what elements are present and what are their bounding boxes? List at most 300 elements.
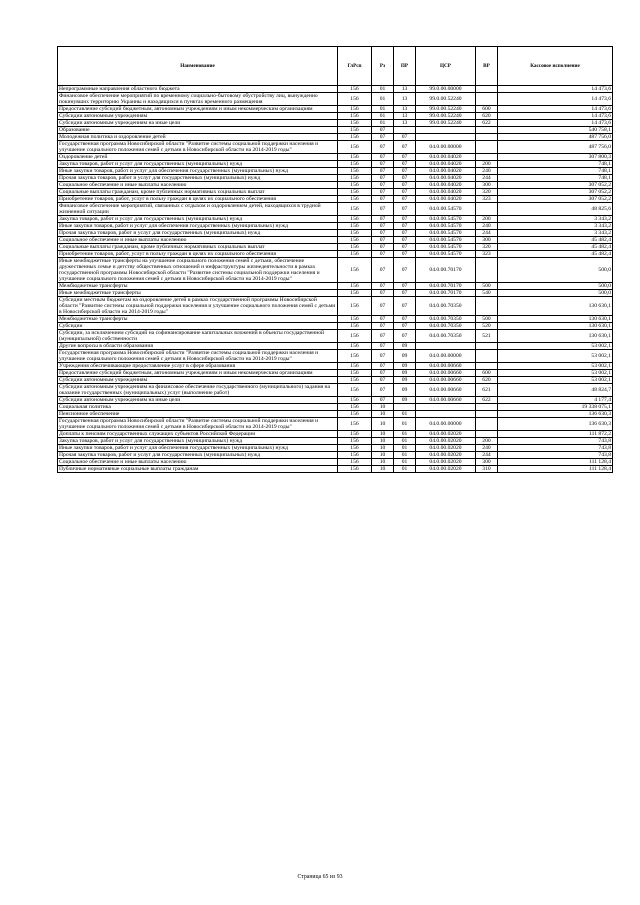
budget-table-sheet bbox=[57, 46, 612, 473]
cell-csr: 04.0.00.70350 bbox=[416, 330, 476, 343]
cell-name: Иные закупки товаров, работ и услуг для обеспечения государственных (муниципальных) нужд bbox=[58, 445, 338, 452]
cell-amount: 19 338 075,1 bbox=[498, 404, 613, 411]
cell-name: Закупка товаров, работ и услуг для государственных (муниципальных) нужд bbox=[58, 216, 338, 223]
cell-glrsp: 156 bbox=[338, 404, 372, 411]
cell-rz: 01 bbox=[372, 106, 394, 113]
cell-rz: 07 bbox=[372, 216, 394, 223]
table-row bbox=[58, 106, 613, 113]
cell-pr: 01 bbox=[394, 438, 416, 445]
cell-vr bbox=[476, 297, 498, 316]
cell-glrsp: 156 bbox=[338, 134, 372, 141]
cell-pr: 09 bbox=[394, 363, 416, 370]
cell-amount: 45 482,4 bbox=[498, 251, 613, 258]
cell-rz: 07 bbox=[372, 370, 394, 377]
cell-rz: 07 bbox=[372, 258, 394, 283]
cell-amount: 500,0 bbox=[498, 258, 613, 283]
cell-amount: 487 756,0 bbox=[498, 134, 613, 141]
cell-vr: 620 bbox=[476, 377, 498, 384]
cell-rz: 07 bbox=[372, 141, 394, 154]
cell-pr: 07 bbox=[394, 141, 416, 154]
cell-pr: 07 bbox=[394, 223, 416, 230]
cell-amount: 487 756,0 bbox=[498, 141, 613, 154]
table-row bbox=[58, 459, 613, 466]
header-glrsp: ГлРсп bbox=[338, 47, 372, 86]
cell-amount: 53 002,1 bbox=[498, 343, 613, 350]
table-row bbox=[58, 431, 613, 438]
cell-csr bbox=[416, 127, 476, 134]
cell-name: Иные закупки товаров, работ и услуг для обеспечения государственных (муниципальных) нужд bbox=[58, 223, 338, 230]
cell-vr: 300 bbox=[476, 237, 498, 244]
cell-amount: 45 482,4 bbox=[498, 244, 613, 251]
table-row bbox=[58, 330, 613, 343]
cell-glrsp: 156 bbox=[338, 363, 372, 370]
cell-name: Приобретение товаров, работ, услуг в пользу граждан в целях их социального обеспечения bbox=[58, 196, 338, 203]
table-row bbox=[58, 316, 613, 323]
table-row bbox=[58, 445, 613, 452]
cell-vr: 240 bbox=[476, 445, 498, 452]
cell-name: Межбюджетные трансферты bbox=[58, 283, 338, 290]
cell-name: Субсидии местным бюджетам на оздоровление детей в рамках государственной программы Новосибирской области "Развитие системы социальной поддержки населения и улучшение социального положения семей с детьми в Новосибирской области на 2014-2019 годы" bbox=[58, 297, 338, 316]
cell-vr bbox=[476, 404, 498, 411]
cell-vr bbox=[476, 343, 498, 350]
cell-rz: 07 bbox=[372, 237, 394, 244]
cell-glrsp: 156 bbox=[338, 237, 372, 244]
cell-csr: 04.0.00.02020 bbox=[416, 445, 476, 452]
cell-amount: 14 473,6 bbox=[498, 113, 613, 120]
cell-glrsp: 156 bbox=[338, 175, 372, 182]
cell-vr bbox=[476, 141, 498, 154]
cell-amount: 14 473,6 bbox=[498, 106, 613, 113]
cell-rz: 07 bbox=[372, 323, 394, 330]
cell-vr: 200 bbox=[476, 216, 498, 223]
cell-glrsp: 156 bbox=[338, 397, 372, 404]
cell-name: Финансовое обеспечение мероприятий по временному социально-бытовому обустройству лиц, вынужденно покинувших территорию Украины и находящихся в пунктах временного размещения bbox=[58, 93, 338, 106]
cell-glrsp: 156 bbox=[338, 182, 372, 189]
cell-pr: 01 bbox=[394, 445, 416, 452]
cell-amount: 111 128,4 bbox=[498, 459, 613, 466]
cell-rz: 01 bbox=[372, 93, 394, 106]
cell-vr bbox=[476, 363, 498, 370]
cell-vr bbox=[476, 350, 498, 363]
cell-name: Субсидии автономным учреждениям на иные цели bbox=[58, 397, 338, 404]
cell-glrsp: 156 bbox=[338, 283, 372, 290]
cell-csr: 04.0.00.04020 bbox=[416, 161, 476, 168]
cell-rz: 07 bbox=[372, 316, 394, 323]
budget-table bbox=[57, 46, 613, 473]
cell-amount: 540 758,1 bbox=[498, 127, 613, 134]
table-body bbox=[58, 86, 613, 473]
cell-csr: 04.0.00.04020 bbox=[416, 175, 476, 182]
cell-glrsp: 156 bbox=[338, 316, 372, 323]
cell-csr: 99.0.00.52240 bbox=[416, 93, 476, 106]
cell-glrsp: 156 bbox=[338, 370, 372, 377]
cell-amount: 130 630,1 bbox=[498, 323, 613, 330]
cell-rz: 10 bbox=[372, 438, 394, 445]
cell-pr: 01 bbox=[394, 411, 416, 418]
cell-rz: 07 bbox=[372, 127, 394, 134]
cell-vr: 200 bbox=[476, 438, 498, 445]
cell-csr: 99.0.00.52240 bbox=[416, 106, 476, 113]
cell-glrsp: 156 bbox=[338, 93, 372, 106]
cell-rz: 07 bbox=[372, 223, 394, 230]
cell-glrsp: 156 bbox=[338, 323, 372, 330]
cell-rz: 07 bbox=[372, 230, 394, 237]
cell-pr: 07 bbox=[394, 154, 416, 161]
table-row bbox=[58, 168, 613, 175]
cell-glrsp: 156 bbox=[338, 384, 372, 397]
cell-pr: 01 bbox=[394, 431, 416, 438]
table-row bbox=[58, 203, 613, 216]
cell-amount: 111 128,4 bbox=[498, 466, 613, 473]
cell-amount: 14 473,6 bbox=[498, 93, 613, 106]
cell-rz: 07 bbox=[372, 330, 394, 343]
cell-glrsp: 156 bbox=[338, 290, 372, 297]
cell-glrsp: 156 bbox=[338, 445, 372, 452]
cell-pr: 07 bbox=[394, 297, 416, 316]
cell-csr: 04.0.00.00660 bbox=[416, 363, 476, 370]
cell-csr: 04.0.00.00000 bbox=[416, 418, 476, 431]
cell-rz: 10 bbox=[372, 411, 394, 418]
cell-csr: 04.0.00.54570 bbox=[416, 237, 476, 244]
cell-csr: 04.0.00.02020 bbox=[416, 452, 476, 459]
cell-pr bbox=[394, 404, 416, 411]
cell-vr: 320 bbox=[476, 189, 498, 196]
cell-amount: 748,1 bbox=[498, 168, 613, 175]
cell-csr: 04.0.00.54570 bbox=[416, 216, 476, 223]
cell-amount: 136 630,3 bbox=[498, 411, 613, 418]
cell-name: Социальное обеспечение и иные выплаты населению bbox=[58, 237, 338, 244]
cell-amount: 53 002,1 bbox=[498, 363, 613, 370]
cell-vr: 300 bbox=[476, 182, 498, 189]
cell-name: Иные закупки товаров, работ и услуг для обеспечения государственных (муниципальных) нужд bbox=[58, 168, 338, 175]
table-row bbox=[58, 189, 613, 196]
cell-glrsp: 156 bbox=[338, 141, 372, 154]
table-row bbox=[58, 161, 613, 168]
cell-rz: 07 bbox=[372, 251, 394, 258]
table-row bbox=[58, 404, 613, 411]
cell-rz: 07 bbox=[372, 175, 394, 182]
cell-glrsp: 156 bbox=[338, 106, 372, 113]
cell-name: Социальная политика bbox=[58, 404, 338, 411]
cell-rz: 07 bbox=[372, 189, 394, 196]
cell-pr: 09 bbox=[394, 370, 416, 377]
cell-name: Молодежная политика и оздоровление детей bbox=[58, 134, 338, 141]
cell-glrsp: 156 bbox=[338, 330, 372, 343]
header-csr: ЦСР bbox=[416, 47, 476, 86]
cell-name: Субсидии автономным учреждениям bbox=[58, 113, 338, 120]
cell-amount: 743,8 bbox=[498, 452, 613, 459]
cell-name: Закупка товаров, работ и услуг для государственных (муниципальных) нужд bbox=[58, 438, 338, 445]
cell-name: Предоставление субсидий бюджетным, автономным учреждениям и иным некоммерческим организациям bbox=[58, 370, 338, 377]
cell-csr: 04.0.00.70350 bbox=[416, 323, 476, 330]
cell-vr bbox=[476, 154, 498, 161]
cell-csr: 04.0.00.00660 bbox=[416, 397, 476, 404]
cell-pr: 07 bbox=[394, 237, 416, 244]
cell-name: Предоставление субсидий бюджетным, автономным учреждениям и иным некоммерческим организациям bbox=[58, 106, 338, 113]
cell-amount: 500,0 bbox=[498, 283, 613, 290]
cell-pr: 07 bbox=[394, 244, 416, 251]
cell-glrsp: 156 bbox=[338, 411, 372, 418]
cell-name: Оздоровление детей bbox=[58, 154, 338, 161]
cell-rz: 10 bbox=[372, 431, 394, 438]
cell-name: Субсидии автономным учреждениям на иные цели bbox=[58, 120, 338, 127]
table-row bbox=[58, 134, 613, 141]
cell-rz: 07 bbox=[372, 283, 394, 290]
cell-rz: 07 bbox=[372, 182, 394, 189]
cell-glrsp: 156 bbox=[338, 161, 372, 168]
cell-csr: 04.0.00.04020 bbox=[416, 189, 476, 196]
cell-amount: 748,1 bbox=[498, 175, 613, 182]
table-row bbox=[58, 466, 613, 473]
cell-rz: 10 bbox=[372, 418, 394, 431]
table-row bbox=[58, 127, 613, 134]
cell-amount: 307 800,3 bbox=[498, 154, 613, 161]
cell-pr: 01 bbox=[394, 418, 416, 431]
cell-vr bbox=[476, 134, 498, 141]
cell-rz: 07 bbox=[372, 168, 394, 175]
cell-glrsp: 156 bbox=[338, 196, 372, 203]
cell-vr: 240 bbox=[476, 168, 498, 175]
cell-amount: 48 825,6 bbox=[498, 203, 613, 216]
cell-rz: 07 bbox=[372, 161, 394, 168]
table-row bbox=[58, 452, 613, 459]
cell-vr: 500 bbox=[476, 283, 498, 290]
cell-name: Государственная программа Новосибирской области "Развитие системы социальной поддержки населения и улучшение социального положения семей с детьми в Новосибирской области на 2014-2019 годы" bbox=[58, 350, 338, 363]
cell-vr: 240 bbox=[476, 223, 498, 230]
cell-rz: 01 bbox=[372, 86, 394, 93]
cell-amount: 130 630,1 bbox=[498, 316, 613, 323]
cell-amount: 130 630,1 bbox=[498, 330, 613, 343]
cell-name: Социальные выплаты гражданам, кроме публичных нормативных социальных выплат bbox=[58, 189, 338, 196]
table-row bbox=[58, 237, 613, 244]
cell-csr: 04.0.00.00660 bbox=[416, 384, 476, 397]
cell-vr: 622 bbox=[476, 120, 498, 127]
cell-glrsp: 156 bbox=[338, 350, 372, 363]
cell-rz: 07 bbox=[372, 290, 394, 297]
cell-csr: 04.0.00.70170 bbox=[416, 290, 476, 297]
cell-name: Учреждения обеспечивающие предоставление услуг в сфере образования bbox=[58, 363, 338, 370]
cell-name: Субсидии автономным учреждениям bbox=[58, 377, 338, 384]
cell-vr: 244 bbox=[476, 452, 498, 459]
cell-pr: 07 bbox=[394, 189, 416, 196]
cell-glrsp: 156 bbox=[338, 120, 372, 127]
cell-amount: 748,1 bbox=[498, 161, 613, 168]
cell-pr: 07 bbox=[394, 161, 416, 168]
table-row bbox=[58, 223, 613, 230]
cell-vr: 244 bbox=[476, 175, 498, 182]
cell-name: Государственная программа Новосибирской области "Развитие системы социальной поддержки населения и улучшение социального положения семей с детьми в Новосибирской области на 2014-2019 годы" bbox=[58, 418, 338, 431]
cell-name: Прочая закупка товаров, работ и услуг для государственных (муниципальных) нужд bbox=[58, 175, 338, 182]
table-row bbox=[58, 258, 613, 283]
cell-rz: 07 bbox=[372, 343, 394, 350]
table-row bbox=[58, 384, 613, 397]
table-row bbox=[58, 216, 613, 223]
cell-amount: 307 052,2 bbox=[498, 189, 613, 196]
cell-glrsp: 156 bbox=[338, 189, 372, 196]
cell-amount: 53 002,1 bbox=[498, 377, 613, 384]
cell-csr: 04.0.00.00000 bbox=[416, 141, 476, 154]
cell-csr: 99.0.00.52240 bbox=[416, 113, 476, 120]
cell-glrsp: 156 bbox=[338, 86, 372, 93]
cell-amount: 53 002,1 bbox=[498, 370, 613, 377]
cell-rz: 07 bbox=[372, 363, 394, 370]
table-row bbox=[58, 290, 613, 297]
cell-glrsp: 156 bbox=[338, 452, 372, 459]
cell-amount: 14 473,6 bbox=[498, 86, 613, 93]
cell-vr bbox=[476, 127, 498, 134]
cell-pr: 07 bbox=[394, 196, 416, 203]
cell-vr: 520 bbox=[476, 323, 498, 330]
cell-pr: 01 bbox=[394, 466, 416, 473]
cell-name: Прочая закупка товаров, работ и услуг для государственных (муниципальных) нужд bbox=[58, 230, 338, 237]
cell-glrsp: 156 bbox=[338, 258, 372, 283]
cell-amount: 14 473,6 bbox=[498, 120, 613, 127]
cell-csr: 99.0.00.00000 bbox=[416, 86, 476, 93]
cell-pr: 13 bbox=[394, 93, 416, 106]
cell-pr: 09 bbox=[394, 397, 416, 404]
cell-amount: 48 824,7 bbox=[498, 384, 613, 397]
table-row bbox=[58, 323, 613, 330]
cell-glrsp: 156 bbox=[338, 343, 372, 350]
cell-amount: 500,0 bbox=[498, 290, 613, 297]
cell-vr bbox=[476, 203, 498, 216]
cell-csr: 04.0.00.04020 bbox=[416, 196, 476, 203]
cell-pr: 07 bbox=[394, 134, 416, 141]
cell-csr bbox=[416, 411, 476, 418]
cell-pr bbox=[394, 127, 416, 134]
cell-pr: 07 bbox=[394, 175, 416, 182]
cell-rz: 01 bbox=[372, 113, 394, 120]
cell-rz: 07 bbox=[372, 350, 394, 363]
cell-csr: 04.0.00.00000 bbox=[416, 350, 476, 363]
cell-csr: 04.0.00.00660 bbox=[416, 377, 476, 384]
cell-pr: 09 bbox=[394, 377, 416, 384]
cell-name: Публичные нормативные социальные выплаты гражданам bbox=[58, 466, 338, 473]
cell-vr: 200 bbox=[476, 161, 498, 168]
cell-vr: 323 bbox=[476, 196, 498, 203]
cell-name: Другие вопросы в области образования bbox=[58, 343, 338, 350]
cell-vr bbox=[476, 418, 498, 431]
cell-pr: 01 bbox=[394, 459, 416, 466]
cell-csr: 04.0.00.04020 bbox=[416, 182, 476, 189]
cell-vr: 244 bbox=[476, 230, 498, 237]
cell-glrsp: 156 bbox=[338, 113, 372, 120]
cell-amount: 307 052,2 bbox=[498, 196, 613, 203]
cell-pr: 07 bbox=[394, 258, 416, 283]
cell-pr: 07 bbox=[394, 168, 416, 175]
cell-pr: 13 bbox=[394, 113, 416, 120]
cell-name: Образование bbox=[58, 127, 338, 134]
cell-glrsp: 156 bbox=[338, 438, 372, 445]
cell-vr bbox=[476, 258, 498, 283]
cell-name: Межбюджетные трансферты bbox=[58, 316, 338, 323]
cell-csr: 04.0.00.70350 bbox=[416, 316, 476, 323]
cell-pr: 07 bbox=[394, 182, 416, 189]
cell-csr bbox=[416, 343, 476, 350]
cell-pr: 07 bbox=[394, 330, 416, 343]
cell-glrsp: 156 bbox=[338, 127, 372, 134]
cell-amount: 307 052,2 bbox=[498, 182, 613, 189]
cell-name: Иные межбюджетные трансферты bbox=[58, 290, 338, 297]
cell-rz: 07 bbox=[372, 134, 394, 141]
cell-csr: 04.0.00.00660 bbox=[416, 370, 476, 377]
cell-pr: 07 bbox=[394, 323, 416, 330]
cell-pr: 13 bbox=[394, 120, 416, 127]
cell-vr: 521 bbox=[476, 330, 498, 343]
table-row bbox=[58, 363, 613, 370]
cell-name: Субсидии, за исключением субсидий на софинансирование капитальных вложений в объекты государственной (муниципальной) собственности bbox=[58, 330, 338, 343]
table-row bbox=[58, 397, 613, 404]
cell-csr: 04.0.00.54570 bbox=[416, 223, 476, 230]
cell-glrsp: 156 bbox=[338, 418, 372, 431]
cell-vr bbox=[476, 411, 498, 418]
cell-csr: 04.0.00.02020 bbox=[416, 459, 476, 466]
cell-glrsp: 156 bbox=[338, 216, 372, 223]
table-row bbox=[58, 141, 613, 154]
cell-csr bbox=[416, 404, 476, 411]
table-row bbox=[58, 86, 613, 93]
cell-pr: 07 bbox=[394, 283, 416, 290]
cell-glrsp: 156 bbox=[338, 168, 372, 175]
cell-pr: 09 bbox=[394, 350, 416, 363]
cell-pr: 07 bbox=[394, 216, 416, 223]
cell-glrsp: 156 bbox=[338, 297, 372, 316]
cell-amount: 3 343,2 bbox=[498, 216, 613, 223]
cell-vr: 540 bbox=[476, 290, 498, 297]
cell-csr: 04.0.00.70350 bbox=[416, 297, 476, 316]
cell-name: Иные межбюджетные трансферты на улучшение социального положения семей с детьми, обеспечение дружественных семье и детству общественных отношений и инфраструктуры жизнедеятельности в рамках государственной программы Новосибирской области "Развитие системы социальной поддержки населения и улучшение социального положения семей с детьми в Новосибирской области на 2014-2019 годы" bbox=[58, 258, 338, 283]
cell-pr: 13 bbox=[394, 106, 416, 113]
cell-vr bbox=[476, 93, 498, 106]
cell-vr bbox=[476, 431, 498, 438]
cell-glrsp: 156 bbox=[338, 203, 372, 216]
table-row bbox=[58, 350, 613, 363]
cell-pr: 09 bbox=[394, 384, 416, 397]
cell-glrsp: 156 bbox=[338, 244, 372, 251]
table-row bbox=[58, 182, 613, 189]
cell-glrsp: 156 bbox=[338, 230, 372, 237]
cell-vr bbox=[476, 86, 498, 93]
cell-rz: 07 bbox=[372, 377, 394, 384]
cell-rz: 07 bbox=[372, 384, 394, 397]
cell-rz: 07 bbox=[372, 154, 394, 161]
cell-csr: 04.0.00.02020 bbox=[416, 431, 476, 438]
cell-csr: 04.0.00.02020 bbox=[416, 466, 476, 473]
header-cash-execution: Кассовое исполнение bbox=[498, 47, 613, 86]
cell-name: Прочая закупка товаров, работ и услуг для государственных (муниципальных) нужд bbox=[58, 452, 338, 459]
cell-vr: 310 bbox=[476, 466, 498, 473]
cell-rz: 07 bbox=[372, 244, 394, 251]
cell-rz: 01 bbox=[372, 120, 394, 127]
header-rz: Рз bbox=[372, 47, 394, 86]
cell-amount: 45 482,4 bbox=[498, 237, 613, 244]
cell-glrsp: 156 bbox=[338, 154, 372, 161]
cell-name: Субсидии автономным учреждениям на финансовое обеспечение государственного (муниципального) задания на оказание государственных (муниципальных) услуг (выполнение работ) bbox=[58, 384, 338, 397]
table-row bbox=[58, 120, 613, 127]
table-row bbox=[58, 411, 613, 418]
cell-pr: 01 bbox=[394, 452, 416, 459]
cell-pr: 13 bbox=[394, 86, 416, 93]
cell-name: Непрограммные направления областного бюджета bbox=[58, 86, 338, 93]
cell-glrsp: 156 bbox=[338, 466, 372, 473]
cell-rz: 10 bbox=[372, 466, 394, 473]
cell-rz: 07 bbox=[372, 397, 394, 404]
cell-glrsp: 156 bbox=[338, 251, 372, 258]
cell-csr: 04.0.00.70170 bbox=[416, 258, 476, 283]
cell-vr: 621 bbox=[476, 384, 498, 397]
cell-rz: 10 bbox=[372, 404, 394, 411]
cell-rz: 07 bbox=[372, 203, 394, 216]
